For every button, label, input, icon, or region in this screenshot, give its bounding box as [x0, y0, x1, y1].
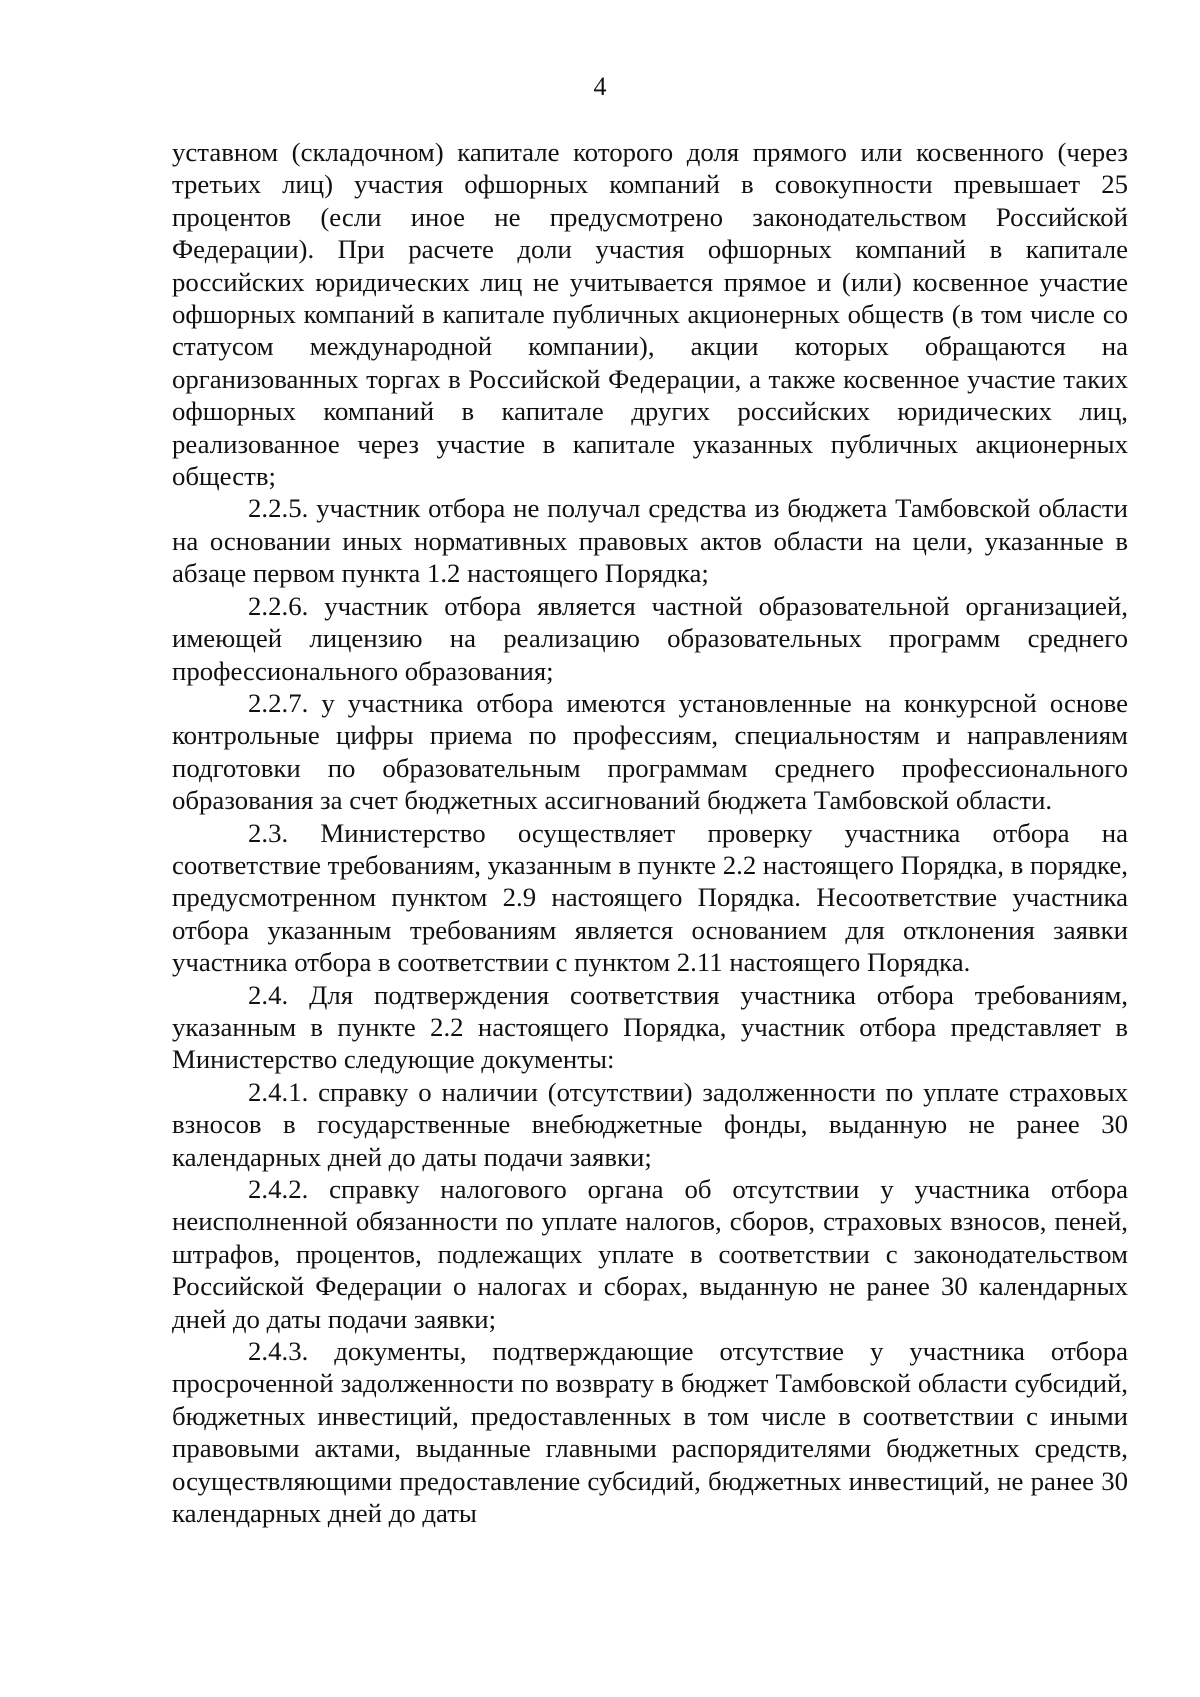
- paragraph-2-2-7: 2.2.7. у участника отбора имеются установленные на конкурсной основе контрольные цифры приема по профессиям, специальностям и направлениям подготовки по образовательным программам среднего профессионального образования за счет бюджетных ассигнований бюджета Тамбовской области.: [172, 687, 1128, 816]
- paragraph-2-3: 2.3. Министерство осуществляет проверку участника отбора на соответствие требованиям, указанным в пункте 2.2 настоящего Порядка, в порядке, предусмотренном пунктом 2.9 настоящего Порядка. Несоответствие участника отбора указанным требованиям является основанием для отклонения заявки участника отбора в соответствии с пунктом 2.11 настоящего Порядка.: [172, 817, 1128, 978]
- paragraph-2-2-5: 2.2.5. участник отбора не получал средства из бюджета Тамбовской области на основании иных нормативных правовых актов области на цели, указанные в абзаце первом пункта 1.2 настоящего Порядка;: [172, 493, 1128, 589]
- page-number: 4: [593, 72, 607, 101]
- paragraph-2-4-3: 2.4.3. документы, подтверждающие отсутствие у участника отбора просроченной задолженности по возврату в бюджет Тамбовской области субсидий, бюджетных инвестиций, предоставленных в том числе в соответствии с иными правовыми актами, выданные главными распорядителями бюджетных средств, осуществляющими предоставление субсидий, бюджетных инвестиций, не ранее 30 календарных дней до даты: [172, 1336, 1128, 1529]
- paragraph-2-4-2: 2.4.2. справку налогового органа об отсутствии у участника отбора неисполненной обязанности по уплате налогов, сборов, страховых взносов, пеней, штрафов, процентов, подлежащих уплате в соответствии с законодательством Российской Федерации о налогах и сборах, выданную не ранее 30 календарных дней до даты подачи заявки;: [172, 1174, 1128, 1334]
- document-body: [172, 136, 1128, 1529]
- paragraph-2-4-1: 2.4.1. справку о наличии (отсутствии) задолженности по уплате страховых взносов в государственные внебюджетные фонды, выданную не ранее 30 календарных дней до даты подачи заявки;: [172, 1076, 1128, 1172]
- paragraph-2-4: 2.4. Для подтверждения соответствия участника отбора требованиям, указанным в пункте 2.2 настоящего Порядка, участник отбора представляет в Министерство следующие документы:: [172, 979, 1128, 1075]
- paragraph-offshore-participation: уставном (складочном) капитале которого доля прямого или косвенного (через третьих лиц) участия офшорных компаний в совокупности превышает 25 процентов (если иное не предусмотрено законодательством Российской Федерации). При расчете доли участия офшорных компаний в капитале российских юридических лиц не учитывается прямое и (или) косвенное участие офшорных компаний в капитале публичных акционерных обществ (в том числе со статусом международной компании), акции которых обращаются на организованных торгах в Российской Федерации, а также косвенное участие таких офшорных компаний в капитале других российских юридических лиц, реализованное через участие в капитале указанных публичных акционерных обществ;: [172, 137, 1128, 492]
- paragraph-2-2-6: 2.2.6. участник отбора является частной образовательной организацией, имеющей лицензию на реализацию образовательных программ среднего профессионального образования;: [172, 590, 1128, 686]
